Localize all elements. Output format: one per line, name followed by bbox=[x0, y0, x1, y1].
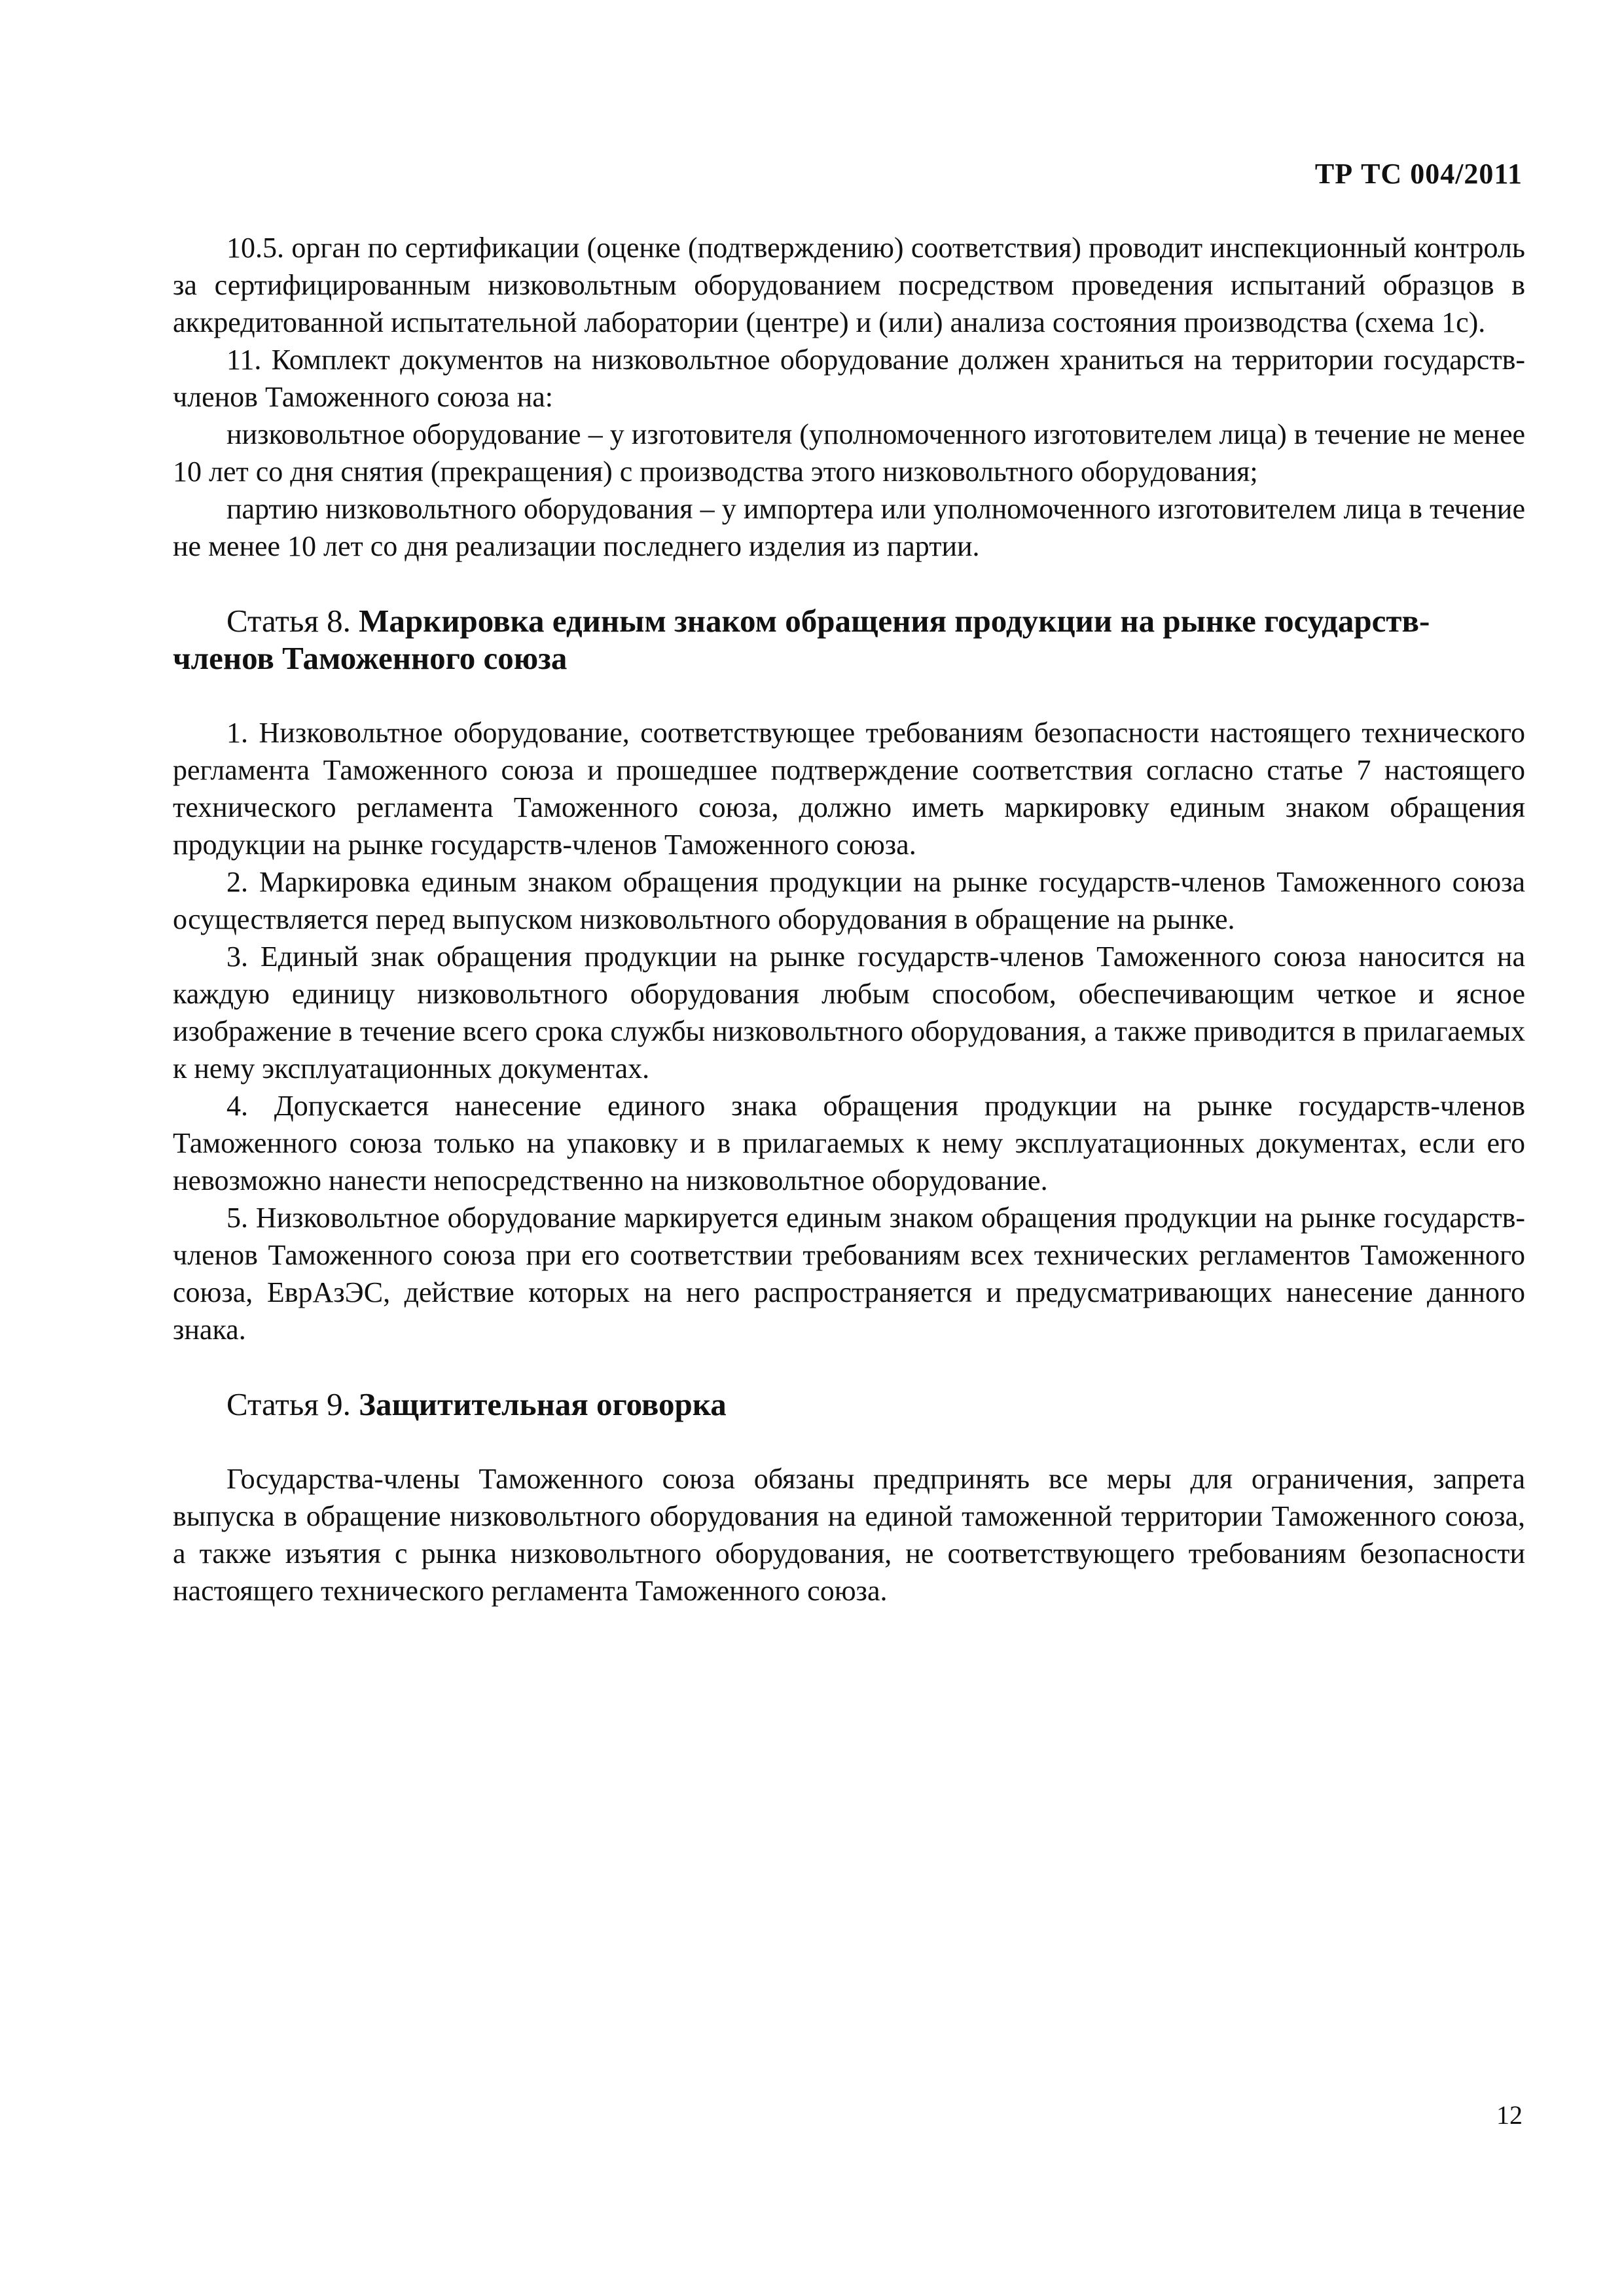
article-8-prefix: Статья 8. bbox=[226, 603, 359, 639]
document-code: ТР ТС 004/2011 bbox=[1314, 158, 1523, 190]
article-8-item-5: 5. Низковольтное оборудование маркируется единым знаком обращения продукции на рынке государств-членов Таможенного союза при его соответствии требованиям всех технических регламентов Таможенного союза, ЕврАзЭС, действие которых на него распространяется и предусматривающих нанесение данного знака. bbox=[173, 1202, 1525, 1346]
article-9-prefix: Статья 9. bbox=[226, 1386, 359, 1422]
article-9-title: Защитительная оговорка bbox=[359, 1386, 727, 1422]
article-9-text: Государства-члены Таможенного союза обязаны предпринять все меры для ограничения, запрета выпуска в обращение низковольтного оборудования на единой таможенной территории Таможенного союза, а также изъятия с рынка низковольтного оборудования, не соответствующего требованиям безопасности настоящего технического регламента Таможенного союза. bbox=[173, 1463, 1525, 1607]
article-8-item-2: 2. Маркировка единым знаком обращения продукции на рынке государств-членов Таможенного союза осуществляется перед выпуском низковольтного оборудования в обращение на рынке. bbox=[173, 866, 1525, 935]
article-8-item-3: 3. Единый знак обращения продукции на рынке государств-членов Таможенного союза наносится на каждую единицу низковольтного оборудования любым способом, обеспечивающим четкое и ясное изображение в течение всего срока службы низковольтного оборудования, а также приводится в прилагаемых к нему эксплуатационных документах. bbox=[173, 941, 1525, 1085]
page-number: 12 bbox=[1496, 2100, 1523, 2130]
paragraph-11-item-a: низковольтное оборудование – у изготовителя (уполномоченного изготовителем лица) в течение не менее 10 лет со дня снятия (прекращения) с производства этого низковольтного оборудования; bbox=[173, 418, 1525, 488]
article-8-heading bbox=[173, 602, 1525, 677]
paragraph-10-5: 10.5. орган по сертификации (оценке (подтверждению) соответствия) проводит инспекционный контроль за сертифицированным низковольтным оборудованием посредством проведения испытаний образцов в аккредитованной испытательной лаборатории (центре) и (или) анализа состояния производства (схема 1с). bbox=[173, 232, 1525, 338]
article-8-item-4: 4. Допускается нанесение единого знака обращения продукции на рынке государств-членов Таможенного союза только на упаковку и в прилагаемых к нему эксплуатационных документах, если его невозможно нанести непосредственно на низковольтное оборудование. bbox=[173, 1090, 1525, 1196]
article-8-title: Маркировка единым знаком обращения продукции на рынке государств-членов Таможенного союза bbox=[173, 603, 1430, 676]
article-8-item-1: 1. Низковольтное оборудование, соответствующее требованиям безопасности настоящего технического регламента Таможенного союза и прошедшее подтверждение соответствия согласно статье 7 настоящего технического регламента Таможенного союза, должно иметь маркировку единым знаком обращения продукции на рынке государств-членов Таможенного союза. bbox=[173, 717, 1525, 861]
paragraph-11: 11. Комплект документов на низковольтное оборудование должен храниться на территории государств-членов Таможенного союза на: bbox=[173, 344, 1525, 413]
article-9-heading bbox=[173, 1386, 1525, 1423]
document-body bbox=[173, 229, 1525, 1609]
paragraph-11-item-b: партию низковольтного оборудования – у импортера или уполномоченного изготовителем лица в течение не менее 10 лет со дня реализации последнего изделия из партии. bbox=[173, 493, 1525, 562]
